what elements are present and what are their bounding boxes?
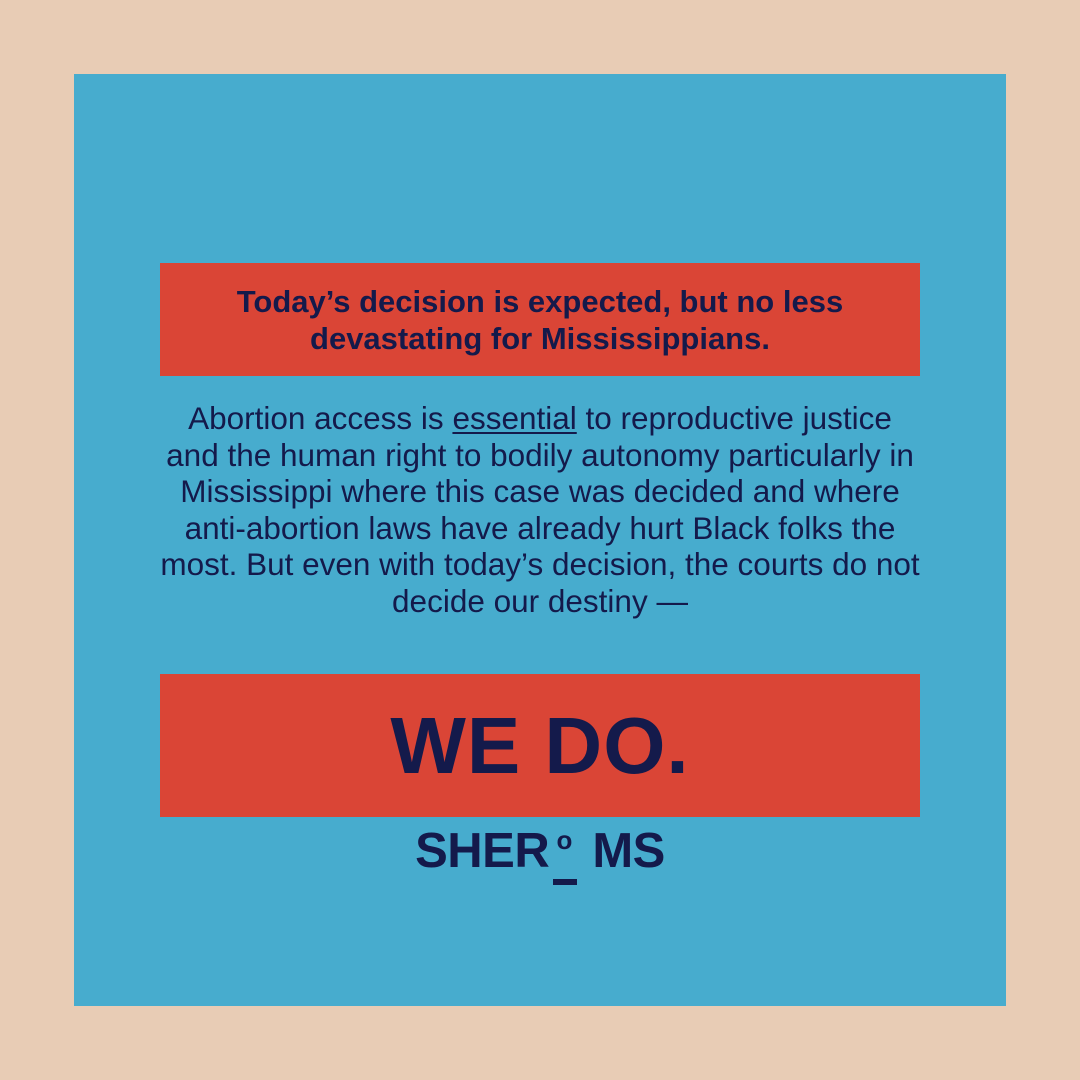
headline-text: Today’s decision is expected, but no less devastating for Mississippians. xyxy=(236,283,844,356)
headline-banner xyxy=(160,263,920,376)
logo-text-part2: MS xyxy=(579,824,665,878)
logo-text-part1: SHER xyxy=(415,824,550,878)
callout-banner xyxy=(160,674,920,817)
callout-text: WE DO. xyxy=(390,700,690,790)
body-text-after: to reproductive justice and the human right to bodily autonomy particularly in Mississippi where this case was decided and where anti-abortion laws have already hurt Black folks the most. But even with today’s decision, the courts do not decide our destiny — xyxy=(160,400,920,619)
logo-o-glyph: o xyxy=(551,812,577,868)
shero-ms-logo xyxy=(0,812,1080,879)
body-text-before: Abortion access is xyxy=(188,400,453,436)
body-emphasis: essential xyxy=(452,400,577,436)
body-paragraph xyxy=(160,400,920,619)
